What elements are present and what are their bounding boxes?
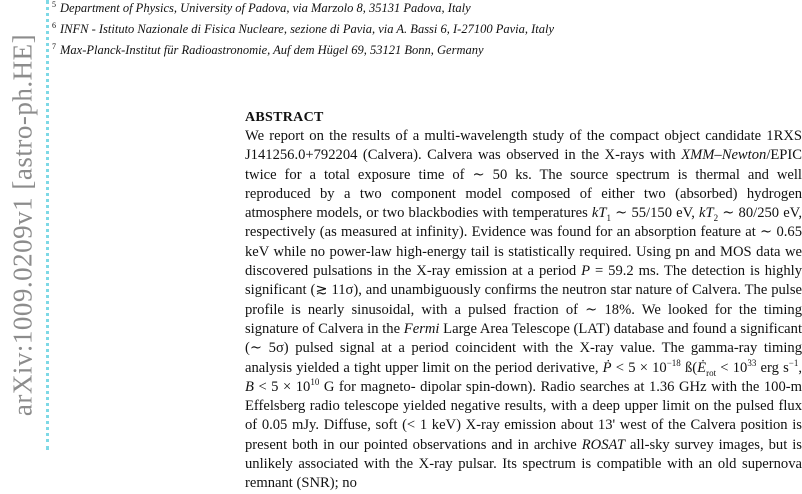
abstract-text: ∼ 80/250 eV, respectively (as measured at infinity). Evidence was found for an absorption feature at ∼ 0.65 keV while no power-law high-energy tail is statistically required. Using pn and MOS data we discovered pulsations in the X-ray emission at a period — [245, 205, 802, 280]
affiliation — [52, 38, 692, 59]
abstract-text: < 5 × 10 — [253, 378, 311, 395]
math-symbol: kT — [591, 205, 607, 222]
abstract-text: = 59.2 ms. The detection is highly significant (≳ 11σ), and unambiguously confirms the neutron star nature of Calvera. The pulse profile is nearly sinusoidal, with a pulsed fraction of ∼ 18%. We looked for the timing signature of Calvera in the — [245, 263, 802, 337]
math-subscript: 2 — [713, 213, 719, 224]
abstract-section — [245, 108, 802, 494]
math-exponent: −18 — [666, 357, 681, 368]
affiliation — [52, 0, 692, 17]
mission-name: XMM–Newton — [681, 147, 767, 164]
abstract-heading: ABSTRACT — [245, 110, 324, 125]
mission-name: Fermi — [403, 320, 440, 337]
affiliation-text: Department of Physics, University of Padova, via Marzolo 8, 35131 Padova, Italy — [60, 1, 471, 16]
math-symbol: B — [245, 378, 254, 395]
abstract-text: < 10 — [716, 359, 748, 376]
arxiv-identifier: arXiv:1009.0209v1 [astro-ph.HE] — [7, 33, 38, 417]
affiliations — [52, 0, 692, 59]
math-symbol: kT — [699, 205, 714, 222]
mission-name: ROSAT — [581, 436, 626, 453]
abstract-text: /EPIC twice for a total exposure time of ∼ 50 ks. The source spectrum is thermal and well reproduced by a two component model composed of either two (absorbed) hydrogen atmosphere models, or two blackbodies with temperatures — [245, 147, 802, 222]
math-subscript: rot — [706, 367, 717, 378]
abstract-text: We report on the results of a multi-wavelength study of the compact object candidate 1RXS J141256.0+792204 (Calvera). Calvera was observed in the X-rays with — [245, 128, 802, 164]
abstract-text: Large Area Telescope (LAT) database and found a significant (∼ 5σ) pulsed signal at a period coincident with the X-ray value. The gamma-ray timing analysis yielded a tight upper limit on the period derivative, — [245, 320, 802, 376]
abstract-text: < 5 × 10 — [611, 359, 667, 376]
abstract-text: all-sky survey images, but is unlikely associated with the X-ray pulsar. Its spectrum is compatible with an old supernova remnant (SNR); no — [245, 436, 802, 492]
math-exponent: 33 — [747, 357, 757, 368]
abstract-text: ß( — [680, 359, 698, 376]
math-symbol: Ė — [697, 359, 707, 376]
affiliation — [52, 17, 692, 38]
abstract-text: , — [798, 359, 802, 376]
abstract-text: erg s — [756, 359, 789, 376]
math-symbol: P — [581, 263, 591, 280]
arxiv-stamp — [0, 0, 49, 450]
affiliation-text: INFN - Istituto Nazionale di Fisica Nucleare, sezione di Pavia, via A. Bassi 6, I-27100 Pavia, Italy — [60, 22, 555, 37]
math-exponent: 10 — [310, 377, 320, 387]
affiliation-number: 6 — [52, 21, 56, 31]
affiliation-number: 7 — [52, 42, 56, 52]
math-symbol: Ṗ — [602, 359, 612, 376]
abstract-body — [245, 127, 802, 494]
math-exponent: −1 — [788, 357, 799, 368]
affiliation-text: Max-Planck-Institut für Radioastronomie, Auf dem Hügel 69, 53121 Bonn, Germany — [60, 43, 484, 58]
abstract-text: ∼ 55/150 eV, — [611, 205, 700, 222]
math-subscript: 1 — [606, 213, 612, 224]
affiliation-number: 5 — [52, 0, 56, 9]
abstract-text: G for magneto- dipolar spin-down). Radio searches at 1.36 GHz with the 100-m Effelsberg radio telescope yielded negative results, with a deep upper limit on the pulsed flux of 0.05 mJy. Diffuse, soft (< 1 keV) X-ray emission about 13' west of the Calvera position is present both in our pointed observations and in archive — [245, 378, 802, 453]
